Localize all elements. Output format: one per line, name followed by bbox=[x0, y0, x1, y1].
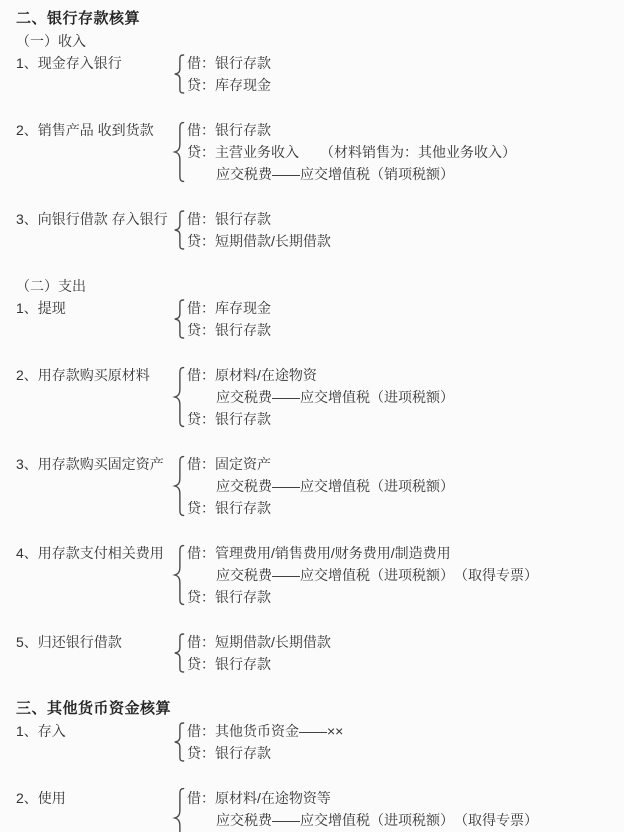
entry-line-debit: 借：固定资产 bbox=[187, 456, 271, 472]
entry-line-debit: 借：银行存款 bbox=[187, 211, 271, 227]
journal-entry-bank-loan bbox=[16, 208, 618, 252]
journal-entry-use-funds bbox=[16, 787, 618, 832]
entry-lines bbox=[185, 542, 618, 608]
journal-entry-pay-expenses bbox=[16, 542, 618, 608]
entry-label: 1、现金存入银行 bbox=[16, 55, 122, 71]
brace-icon bbox=[172, 210, 185, 250]
entry-label: 3、用存款购买固定资产 bbox=[16, 456, 164, 472]
entry-line-credit: 贷：银行存款 bbox=[187, 322, 271, 338]
entry-line-credit: 贷：银行存款 bbox=[187, 411, 271, 427]
entry-line-debit: 借：其他货币资金——×× bbox=[187, 723, 344, 739]
entry-label: 1、存入 bbox=[16, 723, 66, 739]
brace-icon bbox=[172, 455, 185, 517]
section-heading-other-monetary-funds: 三、其他货币资金核算 bbox=[16, 700, 172, 717]
entry-label: 4、用存款支付相关费用 bbox=[16, 545, 164, 561]
entry-line-debit: 借：原材料/在途物资 bbox=[187, 367, 317, 383]
entry-lines bbox=[185, 208, 618, 252]
entry-line-debit-tax: 应交税费——应交增值税（进项税额） bbox=[216, 478, 454, 494]
entry-line-credit: 贷：主营业务收入 （材料销售为：其他业务收入） bbox=[187, 144, 516, 160]
entry-lines bbox=[185, 52, 618, 96]
section-heading-bank-deposit: 二、银行存款核算 bbox=[16, 10, 141, 27]
entry-lines bbox=[185, 453, 618, 519]
entry-lines bbox=[185, 364, 618, 430]
entry-line-credit: 贷：银行存款 bbox=[187, 745, 271, 761]
brace-icon bbox=[172, 633, 185, 673]
entry-line-debit: 借：银行存款 bbox=[187, 122, 271, 138]
journal-entry-repay-loan bbox=[16, 631, 618, 675]
brace-icon bbox=[172, 121, 185, 183]
brace-icon bbox=[172, 722, 185, 762]
entry-line-credit: 贷：银行存款 bbox=[187, 500, 271, 516]
entry-line-debit: 借：库存现金 bbox=[187, 300, 271, 316]
entry-line-credit-tax: 应交税费——应交增值税（销项税额） bbox=[216, 166, 454, 182]
entry-line-debit-tax: 应交税费——应交增值税（进项税额） （取得专票） bbox=[216, 812, 538, 828]
journal-entry-buy-fixed-assets bbox=[16, 453, 618, 519]
brace-icon bbox=[172, 544, 185, 606]
entry-line-credit: 贷：库存现金 bbox=[187, 77, 271, 93]
entry-lines bbox=[185, 787, 618, 831]
entry-label: 3、向银行借款 存入银行 bbox=[16, 211, 168, 227]
entry-lines bbox=[185, 631, 618, 675]
journal-entry-cash-to-bank bbox=[16, 52, 618, 96]
entry-line-debit: 借：短期借款/长期借款 bbox=[187, 634, 331, 650]
entry-lines bbox=[185, 297, 618, 341]
entry-label: 1、提现 bbox=[16, 300, 66, 316]
brace-icon bbox=[172, 54, 185, 94]
brace-icon bbox=[172, 299, 185, 339]
entry-label: 5、归还银行借款 bbox=[16, 634, 122, 650]
entry-line-credit: 贷：银行存款 bbox=[187, 589, 271, 605]
entry-line-credit: 贷：短期借款/长期借款 bbox=[187, 233, 331, 249]
entry-line-debit-tax: 应交税费——应交增值税（进项税额） （取得专票） bbox=[216, 567, 538, 583]
entry-label: 2、销售产品 收到货款 bbox=[16, 122, 154, 138]
journal-entry-sell-products bbox=[16, 119, 618, 185]
entry-line-debit-tax: 应交税费——应交增值税（进项税额） bbox=[216, 389, 454, 405]
brace-icon bbox=[172, 787, 185, 832]
journal-entry-deposit-in bbox=[16, 720, 618, 764]
entry-label: 2、用存款购买原材料 bbox=[16, 367, 150, 383]
entry-lines bbox=[185, 119, 618, 185]
entry-line-debit: 借：银行存款 bbox=[187, 55, 271, 71]
entry-label: 2、使用 bbox=[16, 790, 66, 806]
subsection-title-income: （一）收入 bbox=[16, 33, 86, 49]
brace-icon bbox=[172, 366, 185, 428]
entry-lines bbox=[185, 720, 618, 764]
entry-line-debit: 借：管理费用/销售费用/财务费用/制造费用 bbox=[187, 545, 451, 561]
journal-entry-withdraw-cash bbox=[16, 297, 618, 341]
entry-line-credit: 贷：银行存款 bbox=[187, 656, 271, 672]
subsection-title-expense: （二）支出 bbox=[16, 278, 86, 294]
entry-line-debit: 借：原材料/在途物资等 bbox=[187, 790, 331, 806]
journal-entry-buy-raw-materials bbox=[16, 364, 618, 430]
